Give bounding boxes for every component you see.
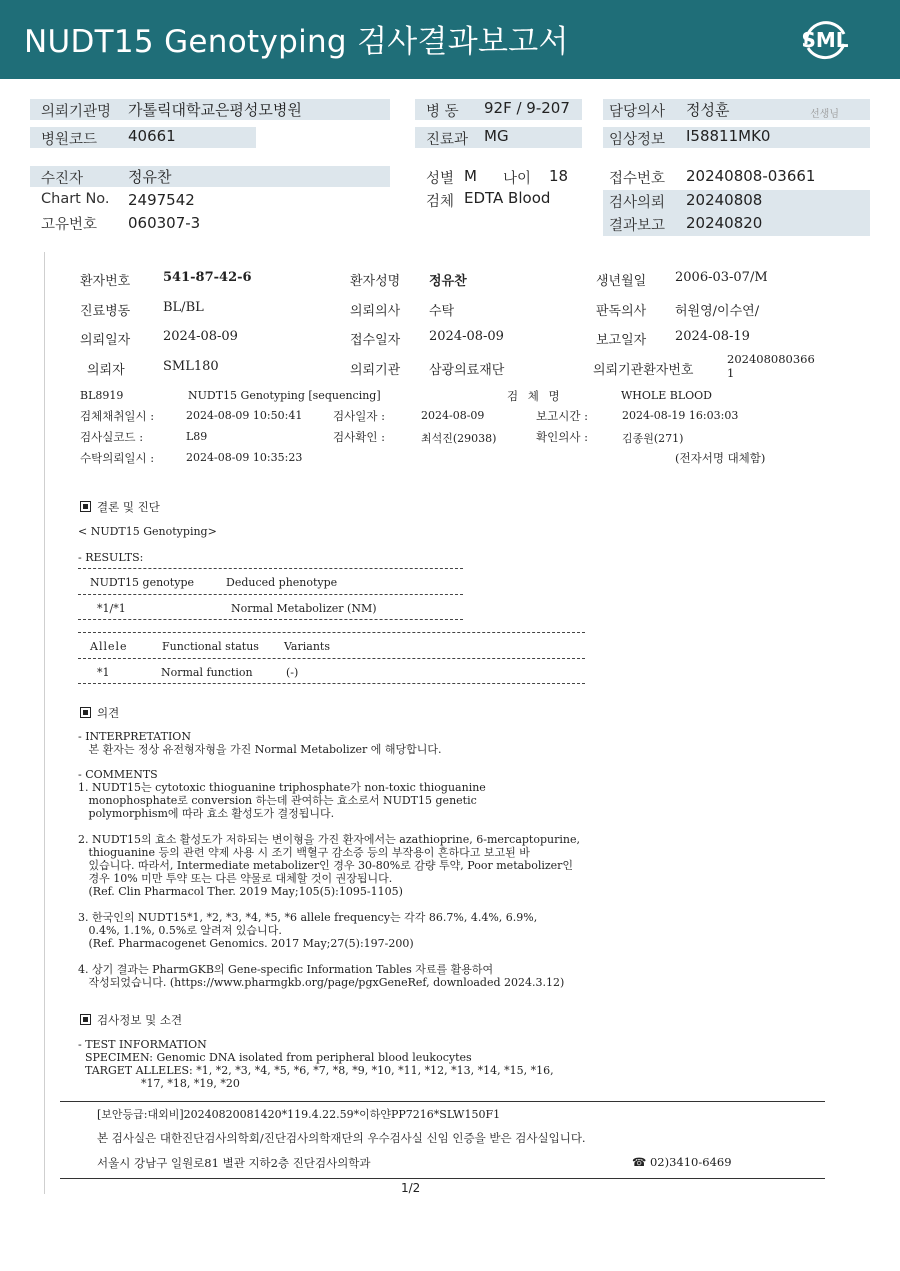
logo-text: SML [801,28,849,52]
dept-value: MG [484,127,509,145]
req-doctor-label: 의뢰의사 [350,304,401,319]
consign-value: 2024-08-09 10:35:23 [186,451,303,464]
reporttime-label: 보고시간 : [536,409,588,423]
doctor-value: 정성훈 [686,101,730,119]
section-bullet-icon [80,1014,91,1025]
table2-allele-value: *1 [97,666,110,679]
patient-no-label: 환자번호 [80,274,131,289]
table1-header-rule [78,594,463,595]
chart-label: Chart No. [41,191,110,207]
ward2-label: 진료병동 [80,304,131,319]
room-label: 검사실코드 : [80,430,144,444]
institution-value: 가톨릭대학교은평성모병원 [128,101,302,119]
page-number: 1/2 [401,1181,421,1195]
section-conclusion-text: 결론 및 진단 [97,500,160,514]
testdate-value: 2024-08-09 [421,409,485,422]
req-org-value: 삼광의료재단 [429,363,505,378]
table1-header-genotype: NUDT15 genotype [90,576,194,589]
recv-date-value: 2024-08-09 [429,329,504,344]
req-date-label: 의뢰일자 [80,333,131,348]
footer-bottom-rule [60,1178,825,1179]
reader-value: 허원영/이수연/ [675,304,760,319]
consign-label: 수탁의뢰일시 : [80,451,155,465]
specimen-name-value: WHOLE BLOOD [621,389,712,402]
test-information-text: - TEST INFORMATION SPECIMEN: Genomic DNA isolated from peripheral blood leukocytes TARGET ALLELES: *1, *2, *3, *4, *5, *6, *7, *8, *9, *10, *11, *12, *13, *14, *15, *16, *17, *18, *19, *20 [78,1038,554,1090]
org-patient-no-value-a: 202408080366 [727,352,815,366]
section-bullet-icon [80,501,91,512]
table1-header-phenotype: Deduced phenotype [226,576,338,589]
left-margin-line [44,252,45,1194]
table2-header-status: Functional status [162,640,259,653]
confirm-doc-label: 확인의사 : [536,430,588,444]
table2-bottom-rule [78,683,585,684]
section-testinfo-title [80,1012,182,1028]
patient-name-label: 환자성명 [350,274,401,289]
certification-line: 본 검사실은 대한진단검사의학회/진단검사의학재단의 우수검사실 신임 인증을 받은 검사실입니다. [97,1131,586,1145]
section-bullet-icon [80,707,91,718]
recv-date-label: 접수일자 [350,333,401,348]
requester-value: SML180 [163,359,219,374]
report-date-value: 2024-08-19 [675,329,750,344]
confirm-label: 검사확인 : [333,430,385,444]
confirm-value: 최석진(29038) [421,432,497,445]
receipt-value: 20240808-03661 [686,167,816,185]
chart-value: 2497542 [128,191,195,209]
org-patient-no-value-b: 1 [727,366,735,380]
section-testinfo-text: 검사정보 및 소견 [97,1013,183,1027]
result-label: 결과보고 [609,218,666,234]
ward2-value: BL/BL [163,300,204,315]
dob-label: 생년월일 [596,274,647,289]
table2-header-rule [78,658,585,659]
table1-phenotype-value: Normal Metabolizer (NM) [231,602,377,615]
table2-header-variants: Variants [284,640,330,653]
clinical-value: I58811MK0 [686,127,771,145]
confirm-doc-value: 김종원(271) [622,432,684,445]
req-org-label: 의뢰기관 [350,363,401,378]
results-label: - RESULTS: [78,551,144,564]
req-doctor-value: 수탁 [429,304,455,319]
comments-text: - COMMENTS 1. NUDT15는 cytotoxic thioguanine triphosphate가 non-toxic thioguanine monophosphate로 conversion 하는데 관여하는 효소로서 NUDT15 genetic polymorphism에 따라 효소 활성도가 결정됩니다. 2. NUDT15의 효소 활성도가 저하되는 변이형을 가진 환자에서는 azathioprine, 6-mercaptopurine, thioguanine 등의 관련 약제 사용 시 조기 백혈구 감소증 등의 부작용이 흔하다고 보고된 바 있습니다. 따라서, Intermediate metabolizer인 경우 30-80%로 감량 투약, Poor metabolizer인 경우 10% 미만 투약 또는 다른 약물로 대체할 것이 권장됩니다. (Ref. Clin Pharmacol Ther. 2019 May;105(5):1095-1105) 3. 한국인의 NUDT15*1, *2, *3, *4, *5, *6 allele frequency는 각각 86.7%, 4.4%, 6.9%, 0.4%, 1.1%, 0.5%로 알려져 있습니다. (Ref. Pharmacogenet Genomics. 2017 May;27(5):197-200) 4. 상기 결과는 PharmGKB의 Gene-specific Information Tables 자료를 활용하여 작성되었습니다. (https://www.pharmgkb.org/page/pgxGeneRef, downloaded 2024.3.12) [78,768,580,989]
reader-label: 판독의사 [596,304,647,319]
req-date-value: 2024-08-09 [163,329,238,344]
report-title: NUDT15 Genotyping 검사결과보고서 [24,24,569,60]
collect-label: 검체채취일시 : [80,409,155,423]
unique-value: 060307-3 [128,214,201,232]
esign-note: (전자서명 대체함) [675,451,766,465]
clinical-label: 임상정보 [609,132,666,148]
age-label: 나이 [503,171,532,187]
unique-label: 고유번호 [41,217,98,233]
specimen-label: 검체 [426,194,455,210]
dob-value: 2006-03-07/M [675,270,768,285]
specimen-value: EDTA Blood [464,189,551,207]
ward-value: 92F / 9-207 [484,99,570,117]
table2-variants-value: (-) [286,666,299,679]
collect-value: 2024-08-09 10:50:41 [186,409,303,422]
result-value: 20240820 [686,214,763,232]
table1-bottom-rule [78,619,463,620]
interpretation-text: - INTERPRETATION 본 환자는 정상 유전형자형을 가진 Normal Metabolizer 에 해당합니다. [78,730,442,756]
hospital-code-label: 병원코드 [41,132,98,148]
footer-top-rule [60,1101,825,1102]
request-label: 검사의뢰 [609,195,666,211]
patient-name-value: 정유찬 [429,274,467,289]
table2-status-value: Normal function [161,666,253,679]
section-opinion-text: 의견 [97,706,120,720]
genotyping-subtitle: < NUDT15 Genotyping> [78,525,217,538]
doctor-suffix: 선생님 [810,109,839,120]
table2-header-allele: Allele [90,640,128,653]
phone-line: ☎ 02)3410-6469 [632,1155,732,1169]
dept-label: 진료과 [426,132,469,148]
patient-value: 정유찬 [128,168,172,186]
testdate-label: 검사일자 : [333,409,385,423]
reporttime-value: 2024-08-19 16:03:03 [622,409,739,422]
ward-label: 병 동 [426,104,459,120]
sex-value: M [464,167,477,185]
security-line: [보안등급:대외비]20240820081420*119.4.22.59*이하얀PP7216*SLW150F1 [97,1108,501,1121]
requester-label: 의뢰자 [87,363,125,378]
receipt-label: 접수번호 [609,171,666,187]
room-value: L89 [186,430,208,443]
patient-label: 수진자 [41,171,84,187]
report-date-label: 보고일자 [596,333,647,348]
institution-label: 의뢰기관명 [41,104,112,120]
table1-top-rule [78,568,463,569]
test-code: BL8919 [80,389,124,402]
hospital-code-value: 40661 [128,127,176,145]
table2-top-rule [78,632,585,633]
table1-genotype-value: *1/*1 [97,602,126,615]
section-conclusion-title [80,499,160,515]
section-opinion-title [80,705,119,721]
patient-no-value: 541-87-42-6 [163,270,252,285]
sex-label: 성별 [426,171,455,187]
org-patient-no-label: 의뢰기관환자번호 [593,363,694,378]
address-line: 서울시 강남구 일원로81 별관 지하2층 진단검사의학과 [97,1156,371,1170]
request-value: 20240808 [686,191,763,209]
test-name: NUDT15 Genotyping [sequencing] [188,389,381,402]
age-value: 18 [549,167,569,185]
specimen-name-label: 검 체 명 [507,389,560,403]
doctor-label: 담당의사 [609,104,666,120]
